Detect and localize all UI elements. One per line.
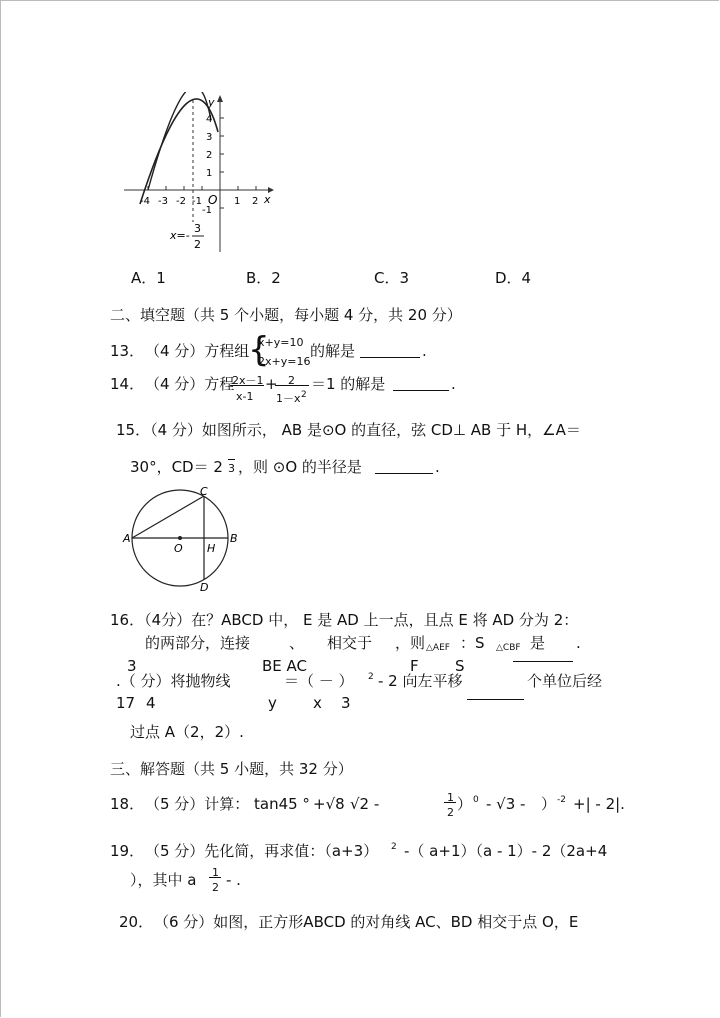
q15-line1: 15．（4 分）如图所示， AB 是⊙O 的直径，弦 CD⊥ AB 于 H，∠A＝ bbox=[116, 421, 581, 439]
section2-heading: 二、填空题（共 5 个小题，每小题 4 分，共 20 分） bbox=[110, 306, 462, 324]
q20-text: （6 分）如图，正方形ABCD 的对角线 AC、BD 相交于点 O，E bbox=[154, 913, 579, 931]
q18-text-g: ） bbox=[541, 795, 557, 813]
q16-line2-b: 、 bbox=[289, 634, 305, 652]
q14-answer-blank[interactable] bbox=[393, 375, 449, 391]
q17-line1-d: 个单位后经 bbox=[527, 672, 603, 690]
graph-y-tick: 4 bbox=[206, 114, 213, 125]
q16-frag-s: S bbox=[455, 657, 465, 675]
q17-line1-c: - 2 向左平移 bbox=[378, 672, 463, 690]
parabola-graph bbox=[118, 92, 278, 257]
q18-frac-num: 1 bbox=[447, 791, 454, 804]
graph-y-tick: 3 bbox=[206, 132, 213, 143]
q17-frag-17: 17 bbox=[116, 694, 136, 712]
graph-axis-eq-prefix: x=- bbox=[170, 229, 190, 242]
q13-end: . bbox=[422, 342, 427, 360]
q16-line2-c: 相交于 bbox=[327, 634, 373, 652]
q16-line2-g: △CBF bbox=[496, 643, 521, 653]
q14-f2-num: 2 bbox=[288, 374, 295, 387]
q16-line2-d: ，则 bbox=[395, 634, 426, 652]
q19-line1: （5 分）先化简，再求值：（a+3） bbox=[145, 842, 379, 860]
q18-text-e: ） bbox=[457, 795, 473, 813]
graph-x-label: x bbox=[264, 193, 271, 206]
fig-label-d: D bbox=[200, 581, 209, 594]
q18-text-d: √2 - bbox=[350, 795, 380, 813]
q20-number: 20． bbox=[119, 913, 154, 931]
graph-y-tick: -1 bbox=[202, 205, 212, 216]
q16-frag-f: F bbox=[410, 657, 419, 675]
q13-eq1: x+y=10 bbox=[258, 336, 304, 349]
q16-line2-h: 是 bbox=[530, 634, 546, 652]
q17-line1-b: ＝（ － ） bbox=[284, 672, 354, 690]
q18-text-h: +| - 2|. bbox=[573, 795, 625, 813]
graph-x-tick: 1 bbox=[234, 196, 241, 207]
q17-frag-x: x bbox=[313, 694, 322, 712]
q13-score: （4 分）方程组 bbox=[145, 342, 250, 360]
q16-line2-f: ：S bbox=[460, 634, 485, 652]
q16-line2-e: △AEF bbox=[426, 643, 450, 653]
q19-exp2: 2 bbox=[391, 842, 397, 852]
q18-text-b: tan45 ° bbox=[254, 795, 310, 813]
graph-axis-eq-num: 3 bbox=[194, 222, 201, 235]
q15-root: 3 bbox=[228, 459, 235, 478]
fig-label-h: H bbox=[207, 542, 216, 555]
fig-label-o: O bbox=[174, 542, 183, 555]
q14-suffix: ＝1 的解是 bbox=[311, 375, 386, 393]
q14-plus: + bbox=[265, 375, 278, 393]
q19-frac-den: 2 bbox=[212, 881, 219, 894]
q18-text-f: - √3 - bbox=[486, 795, 526, 813]
q18-number: 18． bbox=[110, 795, 145, 813]
q13-answer-blank[interactable] bbox=[360, 342, 420, 358]
fig-label-b: B bbox=[230, 532, 238, 545]
q15-line2-b: ，则 ⊙O 的半径是 bbox=[238, 458, 362, 476]
q14-score: （4 分）方程 bbox=[145, 375, 235, 393]
q14-f1-bar bbox=[230, 385, 264, 386]
q16-frag-3: 3 bbox=[127, 657, 137, 675]
q17-line1-a: .（ 分）将抛物线 bbox=[116, 672, 231, 690]
option-a: A．1 bbox=[131, 269, 166, 287]
graph-x-tick: -4 bbox=[140, 196, 150, 207]
q17-frag-4: 4 bbox=[146, 694, 156, 712]
q17-line1-exp: 2 bbox=[368, 672, 374, 682]
q17-frag-y: y bbox=[268, 694, 277, 712]
q14-f1-den: x-1 bbox=[236, 390, 254, 403]
q16-answer-blank[interactable] bbox=[513, 646, 573, 662]
q16-line1: 16．（4分）在？ABCD 中， E 是 AD 上一点，且点 E 将 AD 分为 2： bbox=[110, 611, 579, 629]
graph-y-tick: 2 bbox=[206, 150, 213, 161]
circle-figure bbox=[120, 484, 245, 596]
q19-line2-a: ），其中 a bbox=[130, 871, 197, 889]
q15-end: . bbox=[435, 458, 440, 476]
option-b: B．2 bbox=[246, 269, 281, 287]
q15-line2-a: 30°，CD＝ 2 bbox=[130, 458, 223, 476]
q17-frag-3: 3 bbox=[341, 694, 351, 712]
q18-text-a: （5 分）计算： bbox=[145, 795, 250, 813]
q17-line3: 过点 A（2，2）. bbox=[130, 723, 244, 741]
q19-frac-num: 1 bbox=[212, 866, 219, 879]
graph-x-tick: 2 bbox=[252, 196, 259, 207]
graph-axis-eq-den: 2 bbox=[194, 238, 201, 251]
graph-x-tick: -2 bbox=[176, 196, 186, 207]
q14-f2-exp: 2 bbox=[301, 390, 307, 400]
fig-label-a: A bbox=[123, 532, 131, 545]
q16-frag-be-ac: BE AC bbox=[262, 657, 308, 675]
graph-x-tick: -1 bbox=[192, 196, 202, 207]
q14-f2-den: 1－x bbox=[276, 392, 301, 405]
q19-line2-b: - . bbox=[226, 871, 241, 889]
q19-number: 19． bbox=[110, 842, 145, 860]
graph-y-label: y bbox=[208, 96, 215, 109]
fig-label-c: C bbox=[200, 485, 208, 498]
graph-origin-label: O bbox=[208, 193, 218, 207]
option-c: C．3 bbox=[374, 269, 410, 287]
section3-heading: 三、解答题（共 5 小题，共 32 分） bbox=[110, 760, 353, 778]
q17-answer-blank[interactable] bbox=[467, 684, 524, 700]
q18-exp-m2: -2 bbox=[557, 795, 566, 805]
q19-frac-bar bbox=[209, 877, 221, 878]
q14-end: . bbox=[451, 375, 456, 393]
q18-frac-bar bbox=[444, 802, 456, 803]
q16-line2-end: . bbox=[576, 634, 581, 652]
q15-answer-blank[interactable] bbox=[375, 458, 433, 474]
q13-suffix: 的解是 bbox=[310, 342, 356, 360]
q13-brace: { bbox=[248, 330, 270, 370]
graph-x-tick: -3 bbox=[158, 196, 168, 207]
q19-line1-b: -（ a+1）（a - 1）- 2（2a+4 bbox=[404, 842, 608, 860]
q14-f1-num: 2x－1 bbox=[232, 374, 264, 387]
q18-exp0: 0 bbox=[473, 795, 479, 805]
q13-number: 13． bbox=[110, 342, 145, 360]
q18-text-c: +√8 bbox=[313, 795, 345, 813]
q18-frac-den: 2 bbox=[447, 806, 454, 819]
q13-eq2: 2x+y=16 bbox=[258, 355, 311, 368]
q16-line2-a: 的两部分，连接 bbox=[145, 634, 251, 652]
graph-y-tick: 1 bbox=[206, 168, 213, 179]
q14-number: 14． bbox=[110, 375, 145, 393]
option-d: D．4 bbox=[495, 269, 532, 287]
